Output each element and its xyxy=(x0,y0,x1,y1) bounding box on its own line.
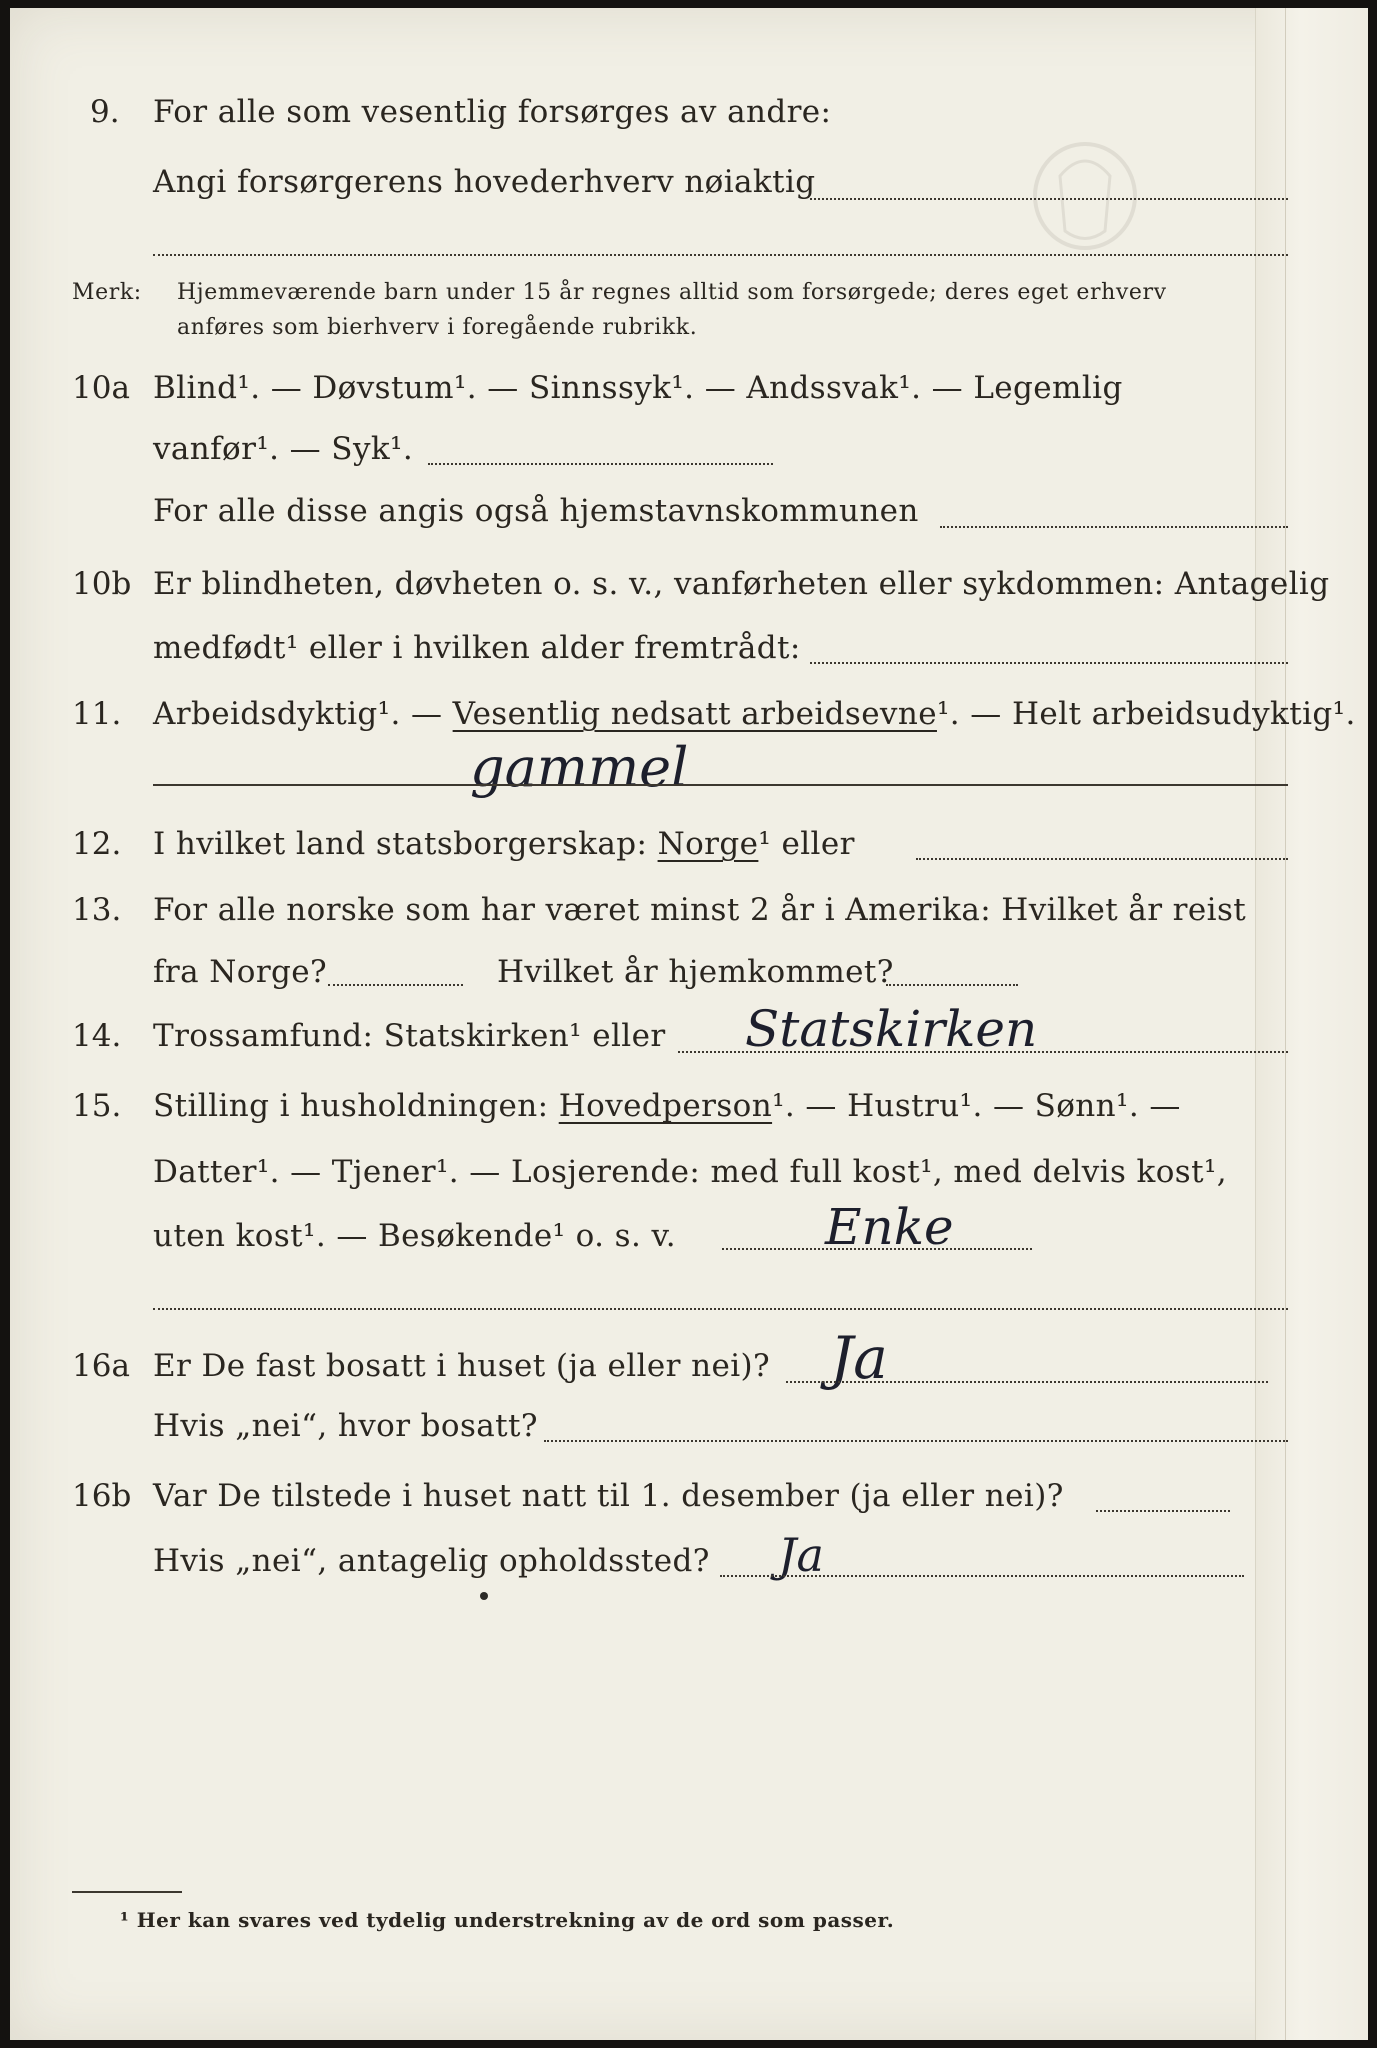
q12-answer-field[interactable] xyxy=(916,858,1288,860)
q14-number: 14. xyxy=(72,1018,122,1054)
q10a-number: 10a xyxy=(72,370,130,406)
q16a-residence-field[interactable] xyxy=(544,1440,1288,1442)
q13-year-left-field[interactable] xyxy=(328,984,463,986)
merk-label: Merk: xyxy=(72,280,142,305)
q13-number: 13. xyxy=(72,892,122,928)
q15-text-line3: uten kost¹. — Besøkende¹ o. s. v. xyxy=(153,1218,676,1254)
q15-handwritten-answer: Enke xyxy=(825,1198,954,1256)
q10a-text-line3: For alle disse angis også hjemstavnskommunen xyxy=(153,493,919,529)
q12-text-part3: ¹ eller xyxy=(758,826,855,862)
q16b-number: 16b xyxy=(72,1478,132,1514)
q11-number: 11. xyxy=(72,696,122,732)
census-form-page xyxy=(10,8,1367,2040)
q16b-text-line2: Hvis „nei“, antagelig opholdssted? xyxy=(153,1543,710,1579)
q9-answer-field[interactable] xyxy=(810,198,1288,200)
q15-number: 15. xyxy=(72,1088,122,1124)
q12-text xyxy=(153,826,855,862)
page-edge-strip xyxy=(1255,8,1368,2040)
q10b-text-line2: medfødt¹ eller i hvilken alder fremtrådt: xyxy=(153,630,801,666)
footnote-text: ¹ Her kan svares ved tydelig understrekning av de ord som passer. xyxy=(120,1908,895,1932)
q14-answer-field[interactable] xyxy=(678,1051,1288,1053)
q11-text xyxy=(153,696,1356,732)
q13-text-line2b: Hvilket år hjemkommet? xyxy=(497,954,894,990)
q15-text-line2: Datter¹. — Tjener¹. — Losjerende: med full kost¹, med delvis kost¹, xyxy=(153,1154,1228,1190)
merk-text-line2: anføres som bierhverv i foregående rubrikk. xyxy=(177,315,698,340)
q13-text-line1: For alle norske som har været minst 2 år i Amerika: Hvilket år reist xyxy=(153,892,1247,928)
q16a-text-line2: Hvis „nei“, hvor bosatt? xyxy=(153,1408,538,1444)
q10b-answer-field[interactable] xyxy=(810,662,1288,664)
q16b-handwritten-answer: Ja xyxy=(778,1528,824,1582)
q15-text-line1 xyxy=(153,1088,1181,1124)
q16a-answer-field[interactable] xyxy=(786,1381,1268,1383)
q11-text-part3: ¹. — Helt arbeidsudyktig¹. xyxy=(936,696,1356,732)
q14-handwritten-answer: Statskirken xyxy=(745,1000,1038,1058)
q14-text: Trossamfund: Statskirken¹ eller xyxy=(153,1018,666,1054)
q9-text-line1: For alle som vesentlig forsørges av andre: xyxy=(153,94,832,130)
q15-text-part1: Stilling i husholdningen: xyxy=(153,1088,559,1124)
q13-year-returned-field[interactable] xyxy=(886,984,1018,986)
q16a-text-line1: Er De fast bosatt i huset (ja eller nei)? xyxy=(153,1348,771,1384)
q15-answer-field[interactable] xyxy=(722,1248,1032,1250)
q11-text-part1: Arbeidsdyktig¹. — xyxy=(153,696,453,732)
q13-text-line2a: fra Norge? xyxy=(153,954,328,990)
q15-text-part3: ¹. — Hustru¹. — Sønn¹. — xyxy=(772,1088,1181,1124)
q16b-answer-field[interactable] xyxy=(1096,1510,1230,1512)
q16b-text-line1: Var De tilstede i huset natt til 1. desember (ja eller nei)? xyxy=(153,1478,1064,1514)
q11-selected-option[interactable]: Vesentlig nedsatt arbeidsevne xyxy=(452,696,937,732)
q15-selected-option[interactable]: Hovedperson xyxy=(558,1088,773,1124)
q10a-answer-field[interactable] xyxy=(428,463,773,465)
q10a-text-line1: Blind¹. — Døvstum¹. — Sinnssyk¹. — Andssvak¹. — Legemlig xyxy=(153,370,1123,406)
q12-number: 12. xyxy=(72,826,122,862)
page-edge-line xyxy=(1285,8,1286,2040)
footnote-rule xyxy=(72,1891,182,1893)
q12-selected-option[interactable]: Norge xyxy=(657,826,759,862)
q16a-number: 16a xyxy=(72,1348,130,1384)
merk-text-line1: Hjemmeværende barn under 15 år regnes alltid som forsørgede; deres eget erhverv xyxy=(177,280,1167,305)
q10b-number: 10b xyxy=(72,566,132,602)
q9-answer-field-2[interactable] xyxy=(153,254,1288,256)
ink-mark xyxy=(480,1592,488,1600)
q11-answer-line[interactable] xyxy=(153,784,1288,786)
q10a-hometown-field[interactable] xyxy=(940,526,1288,528)
q9-text-line2: Angi forsørgerens hovederhverv nøiaktig xyxy=(153,164,816,200)
q16b-location-field[interactable] xyxy=(720,1575,1244,1577)
q9-number: 9. xyxy=(90,94,120,130)
bleed-through-seal xyxy=(1020,136,1150,256)
q16a-handwritten-answer: Ja xyxy=(830,1324,888,1392)
q11-handwritten-answer: gammel xyxy=(470,736,689,799)
q12-text-part1: I hvilket land statsborgerskap: xyxy=(153,826,658,862)
q10b-text-line1: Er blindheten, døvheten o. s. v., vanførheten eller sykdommen: Antagelig xyxy=(153,566,1330,602)
q15-answer-field-2[interactable] xyxy=(153,1308,1288,1310)
q10a-text-line2: vanfør¹. — Syk¹. xyxy=(153,431,414,467)
